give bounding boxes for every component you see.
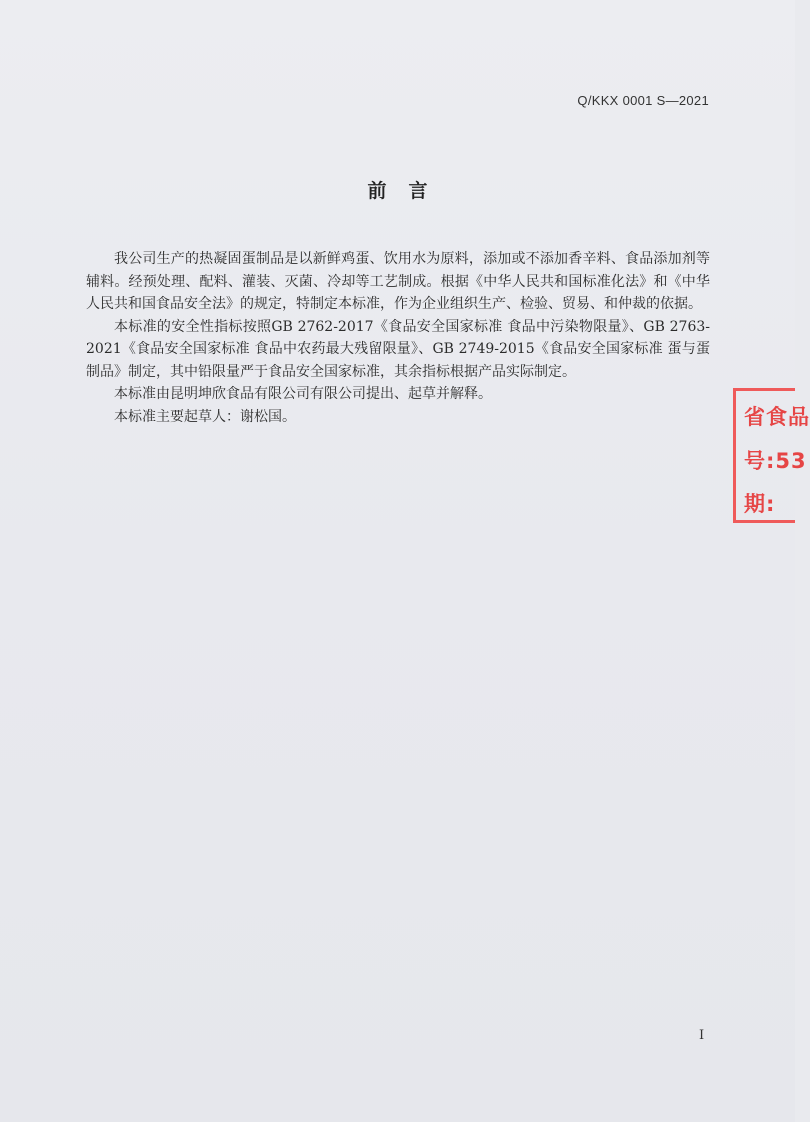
paragraph-intro: 我公司生产的热凝固蛋制品是以新鲜鸡蛋、饮用水为原料，添加或不添加香辛料、食品添加剂等辅料。经预处理、配料、灌装、灭菌、冷却等工艺制成。根据《中华人民共和国标准化法》和《中华人民共和国食品安全法》的规定，特制定本标准，作为企业组织生产、检验、贸易、和仲裁的依据。 bbox=[86, 251, 710, 312]
page-title: 前言 bbox=[367, 180, 450, 202]
paragraph-main-drafter: 本标准主要起草人：谢松国。 bbox=[114, 408, 296, 425]
paragraph-drafted-by: 本标准由昆明坤欣食品有限公司有限公司提出、起草并解释。 bbox=[114, 386, 492, 402]
stamp-line-3: 期: bbox=[744, 492, 776, 516]
page-number: I bbox=[699, 1028, 705, 1043]
document-code: Q/KKX 0001 S—2021 bbox=[577, 93, 709, 108]
registration-stamp bbox=[733, 388, 810, 523]
paragraph-safety-standards: 本标准的安全性指标按照GB 2762-2017《食品安全国家标准 食品中污染物限量》、GB 2763-2021《食品安全国家标准 食品中农药最大残留限量》、GB 2749-2015《食品安全国家标准 蛋与蛋制品》制定，其中铅限量严于食品安全国家标准，其余指标根据产品实际制定。 bbox=[86, 318, 710, 380]
stamp-line-1: 省食品 bbox=[744, 405, 810, 429]
stamp-line-2: 号:53 bbox=[744, 449, 807, 473]
foreword-body bbox=[86, 248, 710, 428]
